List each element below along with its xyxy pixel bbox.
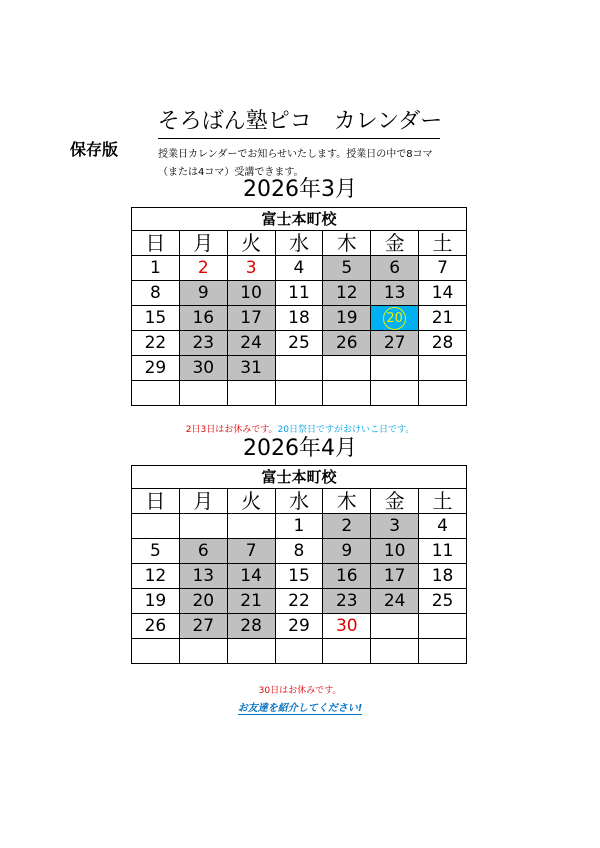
day-cell bbox=[275, 356, 323, 381]
day-cell: 25 bbox=[275, 331, 323, 356]
day-cell: 19 bbox=[132, 589, 180, 614]
day-cell: 28 bbox=[227, 614, 275, 639]
weekday-header: 月 bbox=[179, 489, 227, 514]
day-cell: 27 bbox=[179, 614, 227, 639]
day-cell: 2 bbox=[323, 514, 371, 539]
day-cell bbox=[371, 639, 419, 664]
day-cell: 5 bbox=[323, 256, 371, 281]
day-cell bbox=[179, 639, 227, 664]
month-title-march: 2026年3月 bbox=[243, 177, 357, 202]
note-march bbox=[0, 422, 600, 435]
day-cell bbox=[227, 381, 275, 406]
day-cell: 3 bbox=[371, 514, 419, 539]
day-cell bbox=[419, 356, 467, 381]
weekday-header: 日 bbox=[132, 489, 180, 514]
day-cell: 15 bbox=[275, 564, 323, 589]
day-cell: 5 bbox=[132, 539, 180, 564]
day-cell: 1 bbox=[132, 256, 180, 281]
weekday-header: 木 bbox=[323, 231, 371, 256]
day-cell bbox=[227, 514, 275, 539]
weekday-header: 月 bbox=[179, 231, 227, 256]
weekday-header: 金 bbox=[371, 231, 419, 256]
weekday-header: 火 bbox=[227, 489, 275, 514]
weekday-header: 火 bbox=[227, 231, 275, 256]
day-cell bbox=[371, 306, 419, 331]
day-cell: 29 bbox=[132, 356, 180, 381]
day-cell: 15 bbox=[132, 306, 180, 331]
day-cell: 4 bbox=[419, 514, 467, 539]
day-cell: 7 bbox=[419, 256, 467, 281]
weekday-header: 木 bbox=[323, 489, 371, 514]
day-cell bbox=[323, 356, 371, 381]
weekday-header: 土 bbox=[419, 231, 467, 256]
day-cell: 25 bbox=[419, 589, 467, 614]
edition-label: 保存版 bbox=[70, 140, 119, 159]
referral-link-text[interactable]: お友達を紹介してください! bbox=[237, 703, 363, 714]
day-cell: 16 bbox=[179, 306, 227, 331]
day-cell: 31 bbox=[227, 356, 275, 381]
day-cell bbox=[371, 381, 419, 406]
day-cell: 26 bbox=[323, 331, 371, 356]
day-cell: 17 bbox=[371, 564, 419, 589]
day-cell: 29 bbox=[275, 614, 323, 639]
day-cell bbox=[132, 514, 180, 539]
day-cell: 10 bbox=[371, 539, 419, 564]
day-cell: 21 bbox=[227, 589, 275, 614]
day-cell bbox=[132, 639, 180, 664]
day-cell bbox=[323, 639, 371, 664]
weekday-header: 金 bbox=[371, 489, 419, 514]
note-march-special: 20日祭日ですがおけいこ日です。 bbox=[277, 425, 415, 435]
day-cell bbox=[419, 639, 467, 664]
school-name: 富士本町校 bbox=[132, 466, 467, 489]
weekday-header: 土 bbox=[419, 489, 467, 514]
day-cell: 14 bbox=[419, 281, 467, 306]
note-april bbox=[0, 683, 600, 696]
day-cell: 22 bbox=[132, 331, 180, 356]
day-cell: 12 bbox=[132, 564, 180, 589]
day-cell bbox=[227, 639, 275, 664]
day-cell bbox=[132, 381, 180, 406]
day-cell: 9 bbox=[179, 281, 227, 306]
day-cell: 21 bbox=[419, 306, 467, 331]
day-cell bbox=[275, 381, 323, 406]
day-cell: 12 bbox=[323, 281, 371, 306]
weekday-header: 水 bbox=[275, 489, 323, 514]
day-cell: 18 bbox=[419, 564, 467, 589]
day-cell: 2 bbox=[179, 256, 227, 281]
day-cell: 9 bbox=[323, 539, 371, 564]
day-cell: 10 bbox=[227, 281, 275, 306]
day-cell: 8 bbox=[275, 539, 323, 564]
day-cell bbox=[275, 639, 323, 664]
day-cell: 27 bbox=[371, 331, 419, 356]
day-cell: 20 bbox=[179, 589, 227, 614]
day-cell: 6 bbox=[371, 256, 419, 281]
school-name: 富士本町校 bbox=[132, 208, 467, 231]
weekday-header: 水 bbox=[275, 231, 323, 256]
day-cell: 13 bbox=[371, 281, 419, 306]
day-cell: 28 bbox=[419, 331, 467, 356]
note-april-closed: 30日はお休みです。 bbox=[258, 686, 342, 696]
calendar-march bbox=[131, 207, 467, 406]
day-cell: 18 bbox=[275, 306, 323, 331]
special-day-circle: 20 bbox=[383, 307, 406, 330]
day-cell: 16 bbox=[323, 564, 371, 589]
day-cell bbox=[179, 381, 227, 406]
day-cell: 23 bbox=[179, 331, 227, 356]
weekday-header: 日 bbox=[132, 231, 180, 256]
day-cell: 4 bbox=[275, 256, 323, 281]
referral-link[interactable] bbox=[0, 699, 600, 714]
day-cell: 19 bbox=[323, 306, 371, 331]
day-cell bbox=[371, 614, 419, 639]
day-cell: 1 bbox=[275, 514, 323, 539]
day-cell bbox=[371, 356, 419, 381]
day-cell: 11 bbox=[275, 281, 323, 306]
intro-text-line2: （または4コマ）受講できます。 bbox=[158, 167, 304, 178]
calendar-april bbox=[131, 465, 467, 664]
day-cell: 30 bbox=[179, 356, 227, 381]
day-cell: 24 bbox=[371, 589, 419, 614]
day-cell: 17 bbox=[227, 306, 275, 331]
day-cell bbox=[419, 381, 467, 406]
day-cell: 6 bbox=[179, 539, 227, 564]
title-underline bbox=[158, 138, 440, 139]
day-cell: 8 bbox=[132, 281, 180, 306]
day-cell: 11 bbox=[419, 539, 467, 564]
day-cell: 23 bbox=[323, 589, 371, 614]
month-title-april: 2026年4月 bbox=[243, 436, 357, 461]
day-cell: 22 bbox=[275, 589, 323, 614]
day-cell bbox=[179, 514, 227, 539]
day-cell: 30 bbox=[323, 614, 371, 639]
day-cell bbox=[419, 614, 467, 639]
day-cell: 26 bbox=[132, 614, 180, 639]
day-cell: 7 bbox=[227, 539, 275, 564]
note-march-closed: 2日3日はお休みです。 bbox=[185, 425, 278, 435]
intro-text-line1: 授業日カレンダーでお知らせいたします。授業日の中で8コマ bbox=[158, 149, 433, 160]
day-cell: 24 bbox=[227, 331, 275, 356]
day-cell: 13 bbox=[179, 564, 227, 589]
day-cell: 3 bbox=[227, 256, 275, 281]
page-title: そろばん塾ピコ カレンダー bbox=[157, 109, 443, 134]
day-cell: 14 bbox=[227, 564, 275, 589]
day-cell bbox=[323, 381, 371, 406]
